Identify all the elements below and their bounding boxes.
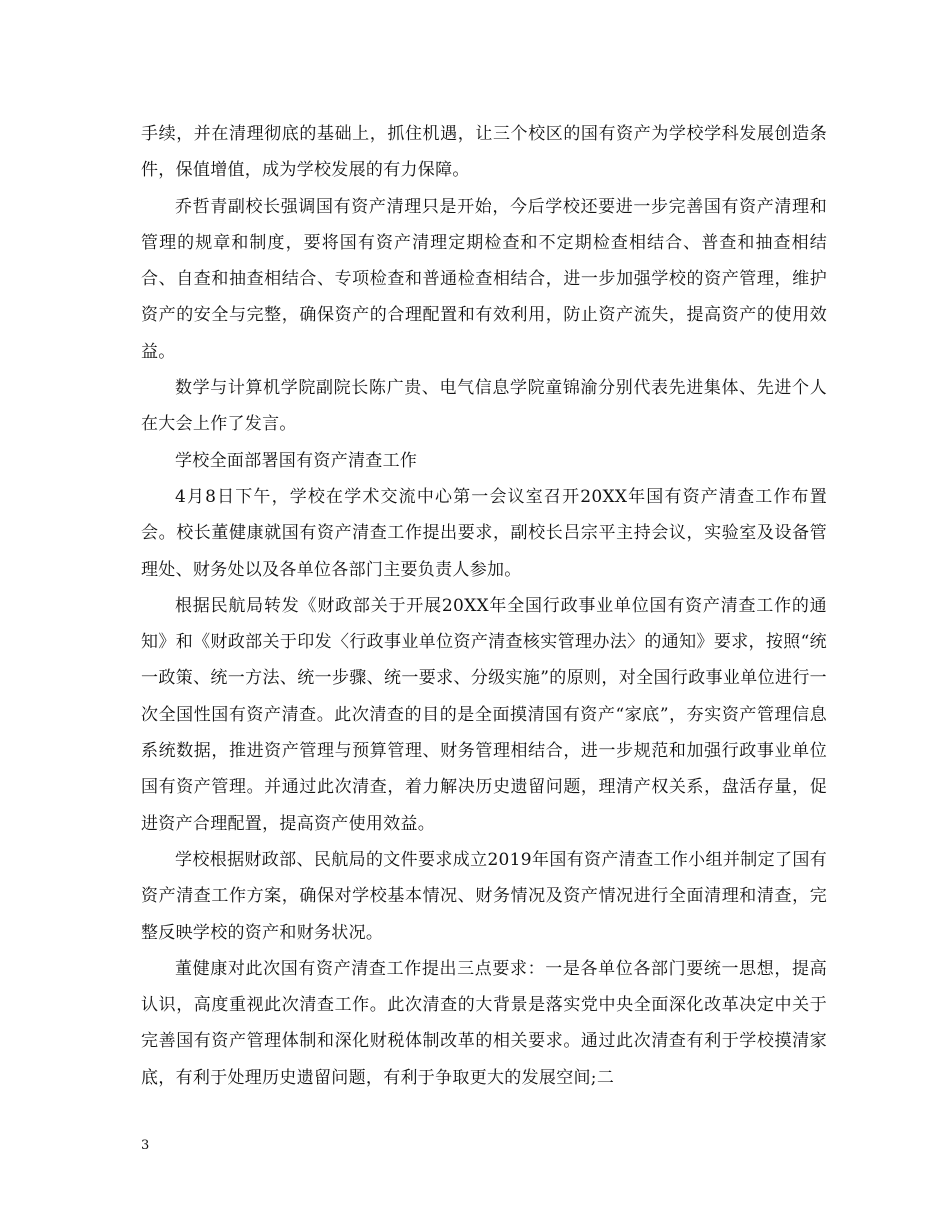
paragraph-1: 手续，并在清理彻底的基础上，抓住机遇，让三个校区的国有资产为学校学科发展创造条件，保值增值，成为学校发展的有力保障。 — [141, 124, 827, 181]
paragraph-2: 乔哲青副校长强调国有资产清理只是开始，今后学校还要进一步完善国有资产清理和管理的规章和制度，要将国有资产清理定期检查和不定期检查相结合、普查和抽查相结合、自查和抽查相结合、专项检查和普通检查相结合，进一步加强学校的资产管理，维护资产的安全与完整，确保资产的合理配置和有效利用，防止资产流失，提高资产的使用效益。 — [141, 196, 827, 362]
section-heading: 学校全面部署国有资产清查工作 — [175, 450, 418, 471]
paragraph-7: 学校根据财政部、民航局的文件要求成立2019年国有资产清查工作小组并制定了国有资产清查工作方案，确保对学校基本情况、财务情况及资产情况进行全面清理和清查，完整反映学校的资产和财务状况。 — [141, 849, 827, 943]
page-number: 3 — [141, 1138, 150, 1153]
paragraph-8: 董健康对此次国有资产清查工作提出三点要求：一是各单位各部门要统一思想，提高认识，高度重视此次清查工作。此次清查的大背景是落实党中央全面深化改革决定中关于完善国有资产管理体制和深化财税体制改革的相关要求。通过此次清查有利于学校摸清家底，有利于处理历史遗留问题，有利于争取更大的发展空间;二 — [141, 958, 827, 1088]
paragraph-6: 根据民航局转发《财政部关于开展20XX年全国行政事业单位国有资产清查工作的通知》和《财政部关于印发〈行政事业单位资产清查核实管理办法〉的通知》要求，按照“统一政策、统一方法、统一步骤、统一要求、分级实施”的原则，对全国行政事业单位进行一次全国性国有资产清查。此次清查的目的是全面摸清国有资产“家底”，夯实资产管理信息系统数据，推进资产管理与预算管理、财务管理相结合，进一步规范和加强行政事业单位国有资产管理。并通过此次清查，着力解决历史遗留问题，理清产权关系，盘活存量，促进资产合理配置，提高资产使用效益。 — [141, 595, 827, 834]
paragraph-5: 4月8日下午，学校在学术交流中心第一会议室召开20XX年国有资产清查工作布置会。校长董健康就国有资产清查工作提出要求，副校长吕宗平主持会议，实验室及设备管理处、财务处以及各单位各部门主要负责人参加。 — [141, 486, 827, 580]
paragraph-3: 数学与计算机学院副院长陈广贵、电气信息学院童锦渝分别代表先进集体、先进个人在大会上作了发言。 — [141, 378, 827, 435]
document-body — [141, 116, 827, 1096]
